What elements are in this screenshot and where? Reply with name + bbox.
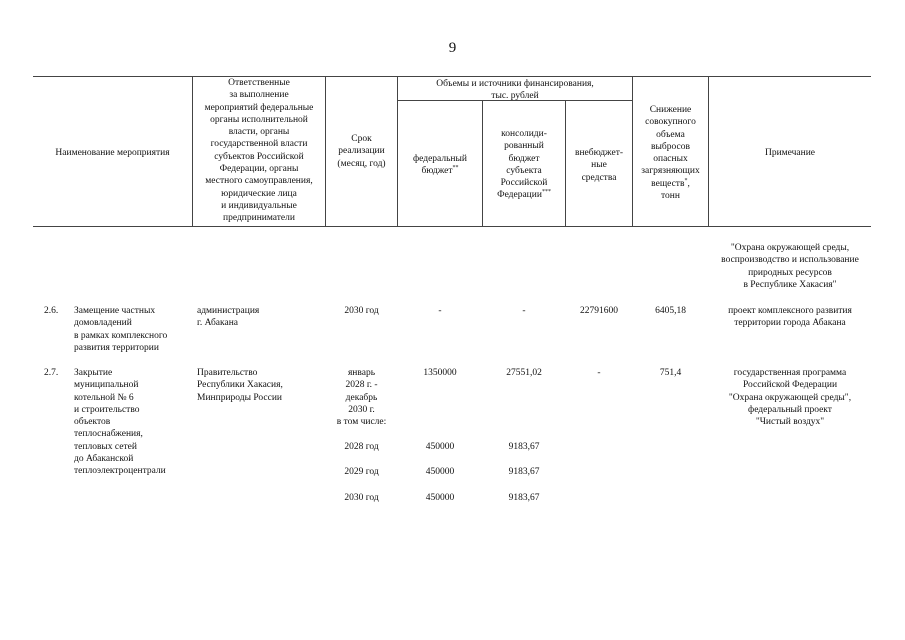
- section-program-title: "Охрана окружающей среды, воспроизводство и использование природных ресурсов в Республике Хакасия": [721, 243, 859, 290]
- row-term: январь 2028 г. - декабрь 2030 г. в том числе:: [336, 368, 387, 428]
- header-federal-budget: федеральный бюджет**: [413, 154, 467, 177]
- header-extrabudgetary: внебюджет- ные средства: [574, 148, 624, 183]
- header-bottom-border: [33, 226, 871, 227]
- header-responsible: Ответственные за выполнение мероприятий федеральные органы исполнительной власти, органы государственной власти субъектов Российской Федерации, органы местного самоуправления, юридические лица и индивидуальные предприниматели: [204, 78, 314, 224]
- row-note: проект комплексного развития территории города Абакана: [728, 306, 852, 329]
- subrow-term: 2029 год: [344, 467, 379, 477]
- row-federal-budget: 1350000: [423, 368, 457, 378]
- header-term: Срок реализации (месяц, год): [337, 134, 386, 169]
- subrow-term: 2030 год: [344, 493, 379, 503]
- subrow-consolidated-budget: 9183,67: [508, 493, 540, 503]
- row-consolidated-budget: 27551,02: [506, 368, 542, 378]
- row-number: 2.6.: [44, 306, 59, 316]
- subrow-federal-budget: 450000: [425, 493, 455, 503]
- row-federal-budget: -: [438, 306, 442, 316]
- subrow-consolidated-budget: 9183,67: [508, 467, 540, 477]
- row-responsible: Правительство Республики Хакасия, Минприроды России: [197, 368, 283, 403]
- row-name: Замещение частных домовладений в рамках комплексного развития территории: [74, 306, 168, 353]
- table-top-border: [33, 76, 871, 77]
- subrow-consolidated-budget: 9183,67: [508, 442, 540, 452]
- header-financing: Объемы и источники финансирования, тыс. рублей: [436, 79, 594, 102]
- header-note: Примечание: [764, 148, 816, 158]
- row-extrabudgetary: 22791600: [580, 306, 618, 316]
- row-term: 2030 год: [344, 306, 379, 316]
- row-number: 2.7.: [44, 368, 59, 378]
- row-consolidated-budget: -: [522, 306, 526, 316]
- row-name: Закрытие муниципальной котельной № 6 и строительство объектов теплоснабжения, тепловых сетей до Абаканской теплоэлектроцентрали: [74, 368, 166, 477]
- page-number: 9: [448, 40, 457, 56]
- row-note: государственная программа Российской Федерации "Охрана окружающей среды", федеральный проект "Чистый воздух": [728, 368, 852, 428]
- row-responsible: администрация г. Абакана: [197, 306, 260, 329]
- header-emission-reduction: Снижение совокупного объема выбросов опасных загрязняющих веществ*, тонн: [641, 105, 700, 202]
- row-emission-reduction: 751,4: [659, 368, 682, 378]
- subrow-federal-budget: 450000: [425, 442, 455, 452]
- row-extrabudgetary: -: [597, 368, 601, 378]
- header-name: Наименование мероприятия: [55, 148, 170, 158]
- header-consolidated-budget: консолиди- рованный бюджет субъекта Российской Федерации***: [497, 129, 551, 201]
- subrow-federal-budget: 450000: [425, 467, 455, 477]
- subrow-term: 2028 год: [344, 442, 379, 452]
- row-emission-reduction: 6405,18: [655, 306, 686, 316]
